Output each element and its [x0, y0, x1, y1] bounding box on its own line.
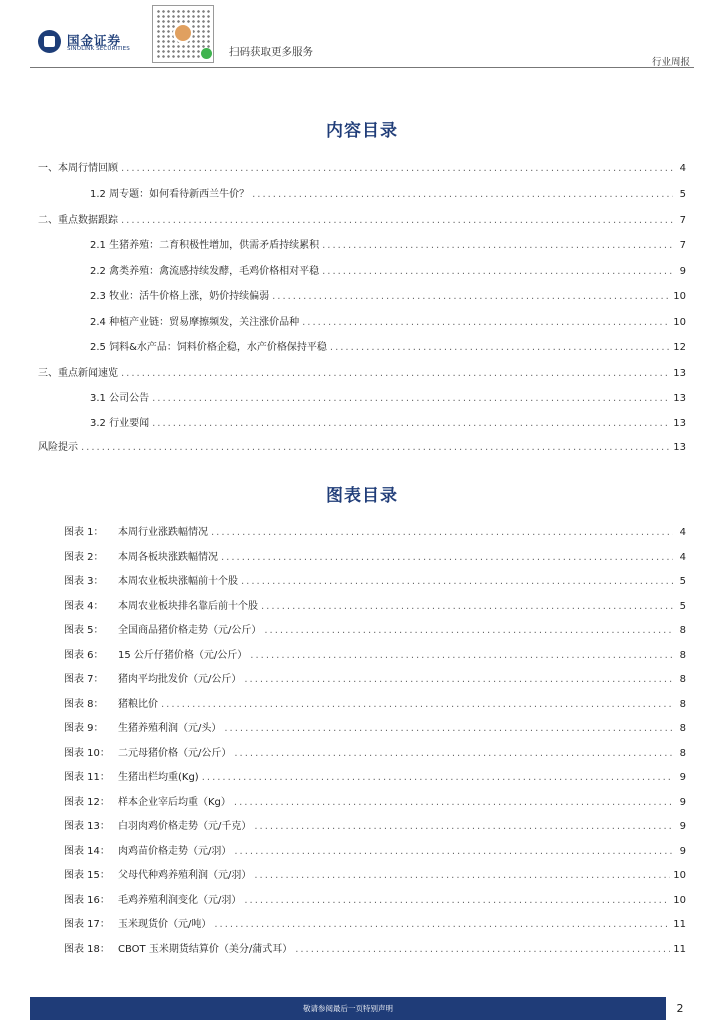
contents-entry-title: 2.1 生猪养殖：二育积极性增加，供需矛盾持续累积: [90, 240, 320, 251]
figure-entry[interactable]: [64, 523, 686, 539]
qr-caption: 扫码获取更多服务: [229, 46, 313, 58]
dot-leader: [121, 215, 673, 226]
figure-entry-label: 图表 14：: [64, 846, 110, 857]
figure-entry-title: 生猪出栏均重(Kg): [118, 772, 199, 783]
figure-entry[interactable]: [64, 744, 686, 760]
contents-entry-title: 二、重点数据跟踪: [38, 215, 118, 226]
figure-entry[interactable]: [64, 597, 686, 613]
figure-entry-label: 图表 3：: [64, 576, 104, 587]
figure-entry-page: 9: [679, 846, 686, 857]
figure-entry-title: 白羽肉鸡价格走势（元/千克）: [118, 821, 252, 832]
figure-entry-label: 图表 5：: [64, 625, 104, 636]
dot-leader: [264, 625, 673, 636]
figure-entry-label: 图表 11：: [64, 772, 110, 783]
figure-entry-title: 本周各板块涨跌幅情况: [118, 552, 218, 563]
figure-entry-page: 4: [679, 552, 686, 563]
contents-entry-title: 三、重点新闻速览: [38, 368, 118, 379]
figure-entry-label: 图表 16：: [64, 895, 110, 906]
figure-entry[interactable]: [64, 793, 686, 809]
dot-leader: [261, 601, 673, 612]
figure-entry-label: 图表 13：: [64, 821, 110, 832]
dot-leader: [252, 189, 673, 200]
figure-entry-title: CBOT 玉米期货结算价（美分/蒲式耳）: [118, 944, 293, 955]
dot-leader: [234, 748, 673, 759]
figure-entry-page: 8: [679, 674, 686, 685]
dot-leader: [234, 797, 673, 808]
dot-leader: [272, 291, 670, 302]
figure-entry-page: 8: [679, 625, 686, 636]
figure-entry-page: 5: [679, 576, 686, 587]
figure-entry-page: 10: [673, 870, 686, 881]
contents-entry-page: 13: [673, 368, 686, 379]
figure-entry-page: 8: [679, 723, 686, 734]
figure-entry-page: 9: [679, 821, 686, 832]
contents-entry[interactable]: [90, 236, 686, 252]
dot-leader: [254, 821, 673, 832]
contents-entry[interactable]: [90, 389, 686, 405]
figure-entry-label: 图表 7：: [64, 674, 104, 685]
figure-entry-page: 11: [673, 944, 686, 955]
contents-entry[interactable]: [90, 262, 686, 278]
figure-entry-label: 图表 17：: [64, 919, 110, 930]
contents-entry-page: 13: [673, 393, 686, 404]
contents-entry-page: 13: [673, 442, 686, 453]
contents-entry[interactable]: [90, 185, 686, 201]
dot-leader: [330, 342, 670, 353]
contents-entry[interactable]: [90, 313, 686, 329]
figure-entry[interactable]: [64, 719, 686, 735]
figure-entry-label: 图表 4：: [64, 601, 104, 612]
dot-leader: [295, 944, 670, 955]
figure-entry-label: 图表 15：: [64, 870, 110, 881]
dot-leader: [244, 674, 673, 685]
figure-entry-label: 图表 9：: [64, 723, 104, 734]
figure-entry-title: 本周农业板块涨幅前十个股: [118, 576, 238, 587]
figure-entry-title: 毛鸡养殖利润变化（元/羽）: [118, 895, 242, 906]
figure-entry-label: 图表 12：: [64, 797, 110, 808]
figure-entry[interactable]: [64, 572, 686, 588]
figure-entry-title: 肉鸡苗价格走势（元/羽）: [118, 846, 232, 857]
figure-entry[interactable]: [64, 866, 686, 882]
figure-entry-label: 图表 18：: [64, 944, 110, 955]
contents-entry-title: 2.5 饲料&水产品：饲料价格企稳，水产价格保持平稳: [90, 342, 327, 353]
figure-entry-page: 5: [679, 601, 686, 612]
contents-entry-page: 10: [673, 291, 686, 302]
contents-entry-title: 3.1 公司公告: [90, 393, 150, 404]
dot-leader: [211, 527, 673, 538]
contents-entry-page: 7: [679, 215, 686, 226]
dot-leader: [81, 442, 670, 453]
dot-leader: [214, 919, 670, 930]
dot-leader: [152, 393, 670, 404]
dot-leader: [244, 895, 670, 906]
figure-entry-title: 玉米现货价（元/吨）: [118, 919, 212, 930]
figure-entry[interactable]: [64, 621, 686, 637]
dot-leader: [254, 870, 670, 881]
contents-entry-page: 10: [673, 317, 686, 328]
qr-code-icon[interactable]: [152, 5, 214, 63]
figure-entry-title: 本周农业板块排名靠后前十个股: [118, 601, 258, 612]
dot-leader: [241, 576, 673, 587]
header-divider: [30, 67, 694, 68]
dot-leader: [121, 163, 673, 174]
contents-entry[interactable]: [90, 338, 686, 354]
figure-entry[interactable]: [64, 842, 686, 858]
figure-entry-page: 10: [673, 895, 686, 906]
contents-entry-page: 5: [679, 189, 686, 200]
figure-entry[interactable]: [64, 548, 686, 564]
contents-entry[interactable]: [90, 287, 686, 303]
disclaimer-note: 敬请参阅最后一页特别声明: [303, 1004, 393, 1013]
contents-entry-page: 9: [679, 266, 686, 277]
dot-leader: [161, 699, 673, 710]
figure-entry[interactable]: [64, 695, 686, 711]
figure-entry-label: 图表 10：: [64, 748, 110, 759]
wechat-badge-icon: [201, 48, 212, 59]
logo-english-name: SINOLINK SECURITIES: [67, 46, 130, 52]
contents-entry-title: 3.2 行业要闻: [90, 418, 150, 429]
figure-entry-page: 11: [673, 919, 686, 930]
contents-title: 内容目录: [326, 121, 398, 141]
figure-entry-title: 本周行业涨跌幅情况: [118, 527, 208, 538]
figure-entry-page: 9: [679, 797, 686, 808]
figure-entry-page: 8: [679, 748, 686, 759]
contents-entry-title: 一、本周行情回顾: [38, 163, 118, 174]
figure-entry[interactable]: [64, 646, 686, 662]
company-logo: [38, 30, 142, 54]
figure-entry-page: 9: [679, 772, 686, 783]
contents-entry-page: 4: [679, 163, 686, 174]
contents-entry[interactable]: [38, 438, 686, 454]
dot-leader: [202, 772, 673, 783]
figure-entry-title: 15 公斤仔猪价格（元/公斤）: [118, 650, 248, 661]
figure-entry-title: 二元母猪价格（元/公斤）: [118, 748, 232, 759]
contents-entry-title: 风险提示: [38, 442, 78, 453]
contents-entry-page: 7: [679, 240, 686, 251]
contents-entry-title: 2.3 牧业：活牛价格上涨，奶价持续偏弱: [90, 291, 270, 302]
figure-entry-label: 图表 2：: [64, 552, 104, 563]
figure-entry-title: 猪肉平均批发价（元/公斤）: [118, 674, 242, 685]
logo-chinese-name: 国金证券: [67, 33, 122, 48]
dot-leader: [302, 317, 670, 328]
dot-leader: [224, 723, 673, 734]
contents-entry-title: 2.4 种植产业链：贸易摩擦频发，关注涨价品种: [90, 317, 300, 328]
figure-entry[interactable]: [64, 940, 686, 956]
page-header: [0, 0, 724, 70]
qr-center-logo-icon: [173, 23, 193, 43]
logo-mark-icon: [38, 30, 61, 53]
contents-entry-title: 2.2 禽类养殖：禽流感持续发酵，毛鸡价格相对平稳: [90, 266, 320, 277]
dot-leader: [152, 418, 670, 429]
dot-leader: [250, 650, 673, 661]
contents-entry-title: 1.2 周专题：如何看待新西兰牛价？: [90, 189, 250, 200]
figure-entry-label: 图表 8：: [64, 699, 104, 710]
dot-leader: [322, 266, 673, 277]
contents-entry-page: 12: [673, 342, 686, 353]
footer-bar: [30, 997, 666, 1020]
figure-entry-page: 4: [679, 527, 686, 538]
figure-entry-label: 图表 1：: [64, 527, 104, 538]
contents-entry-page: 13: [673, 418, 686, 429]
contents-entry[interactable]: [38, 211, 686, 227]
contents-entry[interactable]: [38, 364, 686, 380]
figure-entry-label: 图表 6：: [64, 650, 104, 661]
dot-leader: [221, 552, 673, 563]
figure-entry[interactable]: [64, 817, 686, 833]
figures-title: 图表目录: [326, 486, 398, 506]
dot-leader: [322, 240, 673, 251]
contents-entry[interactable]: [38, 159, 686, 175]
contents-entry[interactable]: [90, 414, 686, 430]
figure-entry-title: 样本企业宰后均重（Kg）: [118, 797, 231, 808]
dot-leader: [234, 846, 673, 857]
figure-entry-title: 父母代种鸡养殖利润（元/羽）: [118, 870, 252, 881]
figure-entry[interactable]: [64, 891, 686, 907]
figure-entry[interactable]: [64, 670, 686, 686]
figure-entry-page: 8: [679, 699, 686, 710]
report-type-tag: 行业周报: [651, 57, 690, 68]
figure-entry-page: 8: [679, 650, 686, 661]
figure-entry-title: 猪粮比价: [118, 699, 158, 710]
figure-entry[interactable]: [64, 768, 686, 784]
figure-entry-title: 生猪养殖利润（元/头）: [118, 723, 222, 734]
figure-entry[interactable]: [64, 915, 686, 931]
figure-entry-title: 全国商品猪价格走势（元/公斤）: [118, 625, 262, 636]
page-number: 2: [676, 1002, 684, 1015]
dot-leader: [121, 368, 670, 379]
